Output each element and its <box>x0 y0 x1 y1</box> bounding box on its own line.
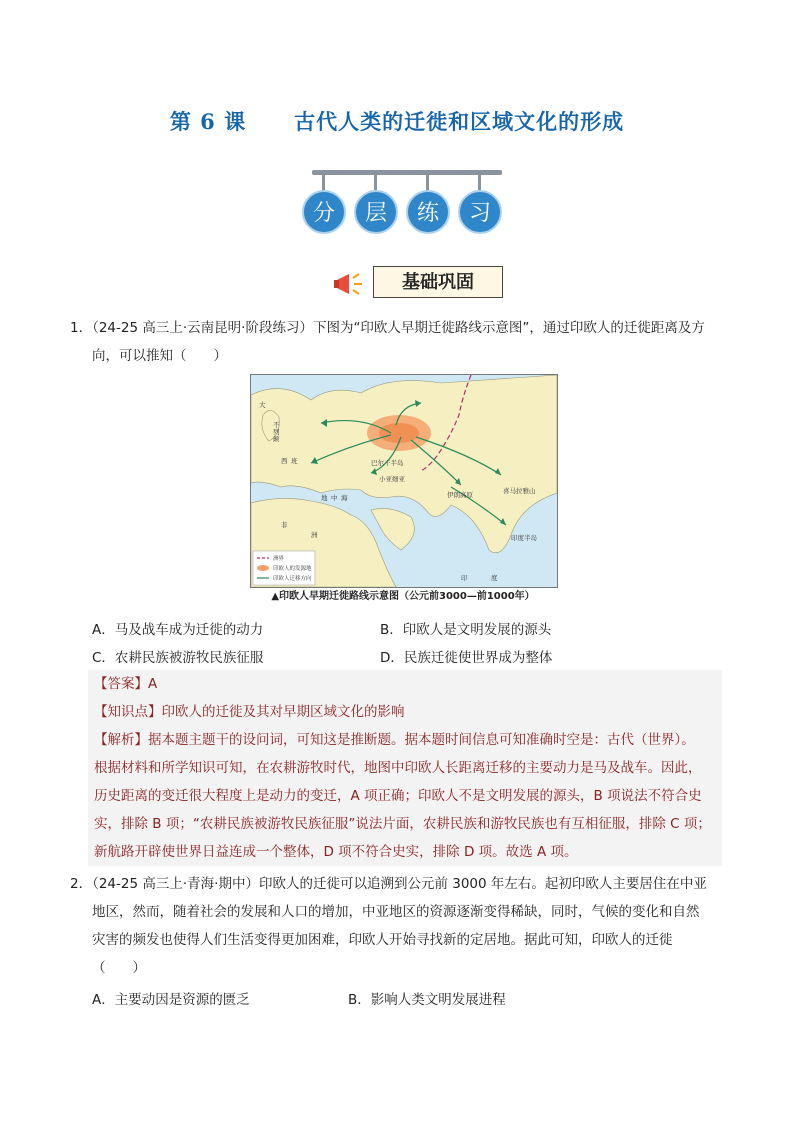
svg-text:巴尔干半岛: 巴尔干半岛 <box>371 459 404 467</box>
analysis-line: 根据材料和所学知识可知，在农耕游牧时代，地图中印欧人长距离迁移的主要动力是马及战车。因此， <box>94 760 702 776</box>
layered-practice-banner <box>300 168 510 240</box>
lesson-title: 古代人类的迁徙和区域文化的形成 <box>294 109 625 134</box>
option-c: C．农耕民族被游牧民族征服 <box>92 650 264 666</box>
svg-text:喜马拉雅山: 喜马拉雅山 <box>503 487 536 495</box>
megaphone-icon <box>333 270 365 298</box>
question-text: 地区，然而，随着社会的发展和人口的增加，中亚地区的资源逐渐变得稀缺，同时，气候的变化和自然 <box>92 904 700 920</box>
migration-map <box>250 374 558 588</box>
svg-text:小亚细亚: 小亚细亚 <box>379 475 405 483</box>
q2-option-b: B．影响人类文明发展进程 <box>348 992 506 1008</box>
svg-text:班: 班 <box>291 457 298 465</box>
banner-char: 分 <box>302 190 346 234</box>
svg-text:印欧人的发源地: 印欧人的发源地 <box>273 566 312 572</box>
svg-text:地: 地 <box>321 494 328 502</box>
question-text: 1．（24-25 高三上·云南昆明·阶段练习）下图为“印欧人早期迁徙路线示意图”，通过印欧人的迁徙距离及方 <box>70 320 705 336</box>
answer: 【答案】A <box>94 676 158 692</box>
svg-text:印: 印 <box>461 574 468 582</box>
map-image <box>251 375 557 587</box>
question-1 <box>70 314 730 370</box>
svg-text:不: 不 <box>273 421 280 429</box>
svg-text:洲界: 洲界 <box>273 556 285 562</box>
answer-box <box>88 670 722 866</box>
section-title: 基础巩固 <box>373 266 503 298</box>
svg-text:颠: 颠 <box>273 435 280 443</box>
knowledge-point: 【知识点】印欧人的迁徙及其对早期区域文化的影响 <box>94 704 405 720</box>
svg-text:非: 非 <box>281 521 288 529</box>
question-text: 2．（24-25 高三上·青海·期中）印欧人的迁徙可以追溯到公元前 3000 年左右。起初印欧人主要居住在中亚 <box>70 876 707 892</box>
svg-text:印度半岛: 印度半岛 <box>511 534 537 542</box>
svg-text:伊朗高原: 伊朗高原 <box>447 491 473 499</box>
page-title <box>0 106 794 136</box>
question-text: 灾害的频发也使得人们生活变得更加困难，印欧人开始寻找新的定居地。据此可知，印欧人的迁徙 <box>92 932 673 948</box>
svg-text:海: 海 <box>341 494 348 502</box>
lesson-number: 第 6 课 <box>169 109 247 134</box>
question-2 <box>70 870 730 982</box>
q2-option-a: A．主要动因是资源的匮乏 <box>92 992 250 1008</box>
map-caption: ▲印欧人早期迁徙路线示意图（公元前3000—前1000年） <box>271 591 535 602</box>
svg-text:中: 中 <box>331 494 338 502</box>
svg-text:列: 列 <box>273 428 280 436</box>
banner-char: 练 <box>406 190 450 234</box>
question-text: （ ） <box>92 960 146 976</box>
svg-text:洲: 洲 <box>311 531 318 539</box>
option-b: B．印欧人是文明发展的源头 <box>380 622 552 638</box>
svg-text:度: 度 <box>491 574 498 582</box>
banner-char: 层 <box>354 190 398 234</box>
svg-text:印欧人迁移方向: 印欧人迁移方向 <box>273 576 312 582</box>
analysis-line: 历史距离的变迁很大程度上是动力的变迁，A 项正确；印欧人不是文明发展的源头，B 项说法不符合史 <box>94 788 702 804</box>
svg-text:西: 西 <box>281 457 288 465</box>
option-d: D．民族迁徙使世界成为整体 <box>380 650 553 666</box>
banner-char: 习 <box>458 190 502 234</box>
analysis-line: 实，排除 B 项；“农耕民族被游牧民族征服”说法片面，农耕民族和游牧民族也有互相征服，排除 C 项； <box>94 816 711 832</box>
svg-text:大: 大 <box>259 401 266 409</box>
option-a: A．马及战车成为迁徙的动力 <box>92 622 264 638</box>
analysis-line: 【解析】据本题主题干的设问词，可知这是推断题。据本题时间信息可知准确时空是：古代（世界）。 <box>94 732 695 748</box>
question-text: 向，可以推知（ ） <box>92 348 227 364</box>
analysis-line: 新航路开辟使世界日益连成一个整体，D 项不符合史实，排除 D 项。故选 A 项。 <box>94 844 578 860</box>
